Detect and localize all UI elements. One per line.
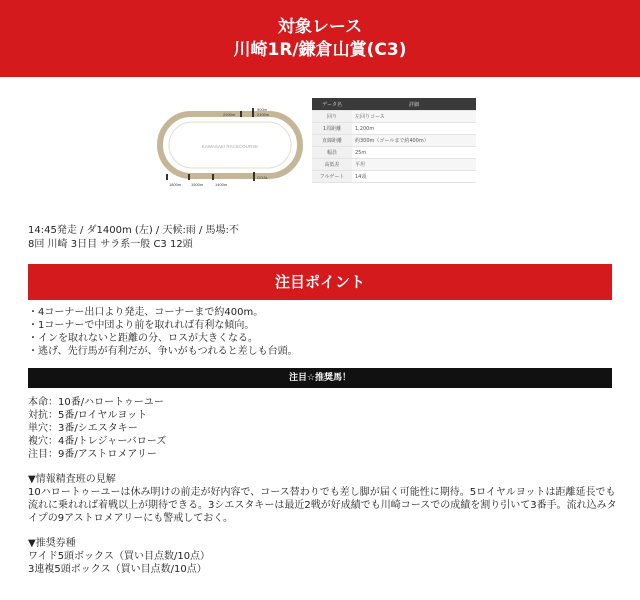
picks-list <box>28 396 640 461</box>
marker-1500-post <box>188 174 190 180</box>
table-key: 回り <box>312 111 352 123</box>
marker-1800-post <box>166 174 168 180</box>
marker-2200: 2200m <box>223 112 236 117</box>
marker-1400-post <box>212 174 214 180</box>
list-item: ・逃げ、先行馬が有利だが、争いがもつれると差しも台頭。 <box>28 346 298 357</box>
header-label: 対象レース <box>277 16 363 37</box>
race-title: 川崎1R/鎌倉山賞(C3) <box>233 39 407 60</box>
marker-1500: 1500m <box>191 182 204 187</box>
table-key: フルゲート <box>312 171 352 183</box>
marker-2100: 2100m <box>257 112 270 117</box>
marker-2200-post <box>240 111 242 117</box>
analysis-title: ▼情報精査班の見解 <box>28 474 116 485</box>
table-row <box>312 171 476 183</box>
table-value: 1,200m <box>352 123 476 135</box>
table-value: 平坦 <box>352 159 476 171</box>
table-value: 25m <box>352 147 476 159</box>
target-race-header <box>0 0 640 77</box>
list-item: 複穴：4番/トレジャーバローズ <box>28 436 167 447</box>
table-key: 1周距離 <box>312 123 352 135</box>
points-banner: 注目ポイント <box>28 264 612 300</box>
table-header-key: データ名 <box>312 98 352 111</box>
race-conditions: 14:45発走 / ダ1400m (左) / 天候:雨 / 馬場:不 <box>28 225 239 236</box>
list-item: ワイド5頭ボックス（買い目点数/10点） <box>28 551 211 562</box>
list-item: 本命：10番/ハロートゥーユー <box>28 397 164 408</box>
table-value: 14頭 <box>352 171 476 183</box>
list-item: 単穴：3番/シエスタキー <box>28 423 138 434</box>
marker-1400: 1400m <box>215 182 228 187</box>
race-meeting: 8回 川崎 3日目 サラ系一般 C3 12頭 <box>28 239 193 250</box>
list-item: 3連複5頭ボックス（買い目点数/10点） <box>28 564 207 575</box>
list-item: ・4コーナー出口より発走、コーナーまで約400m。 <box>28 307 264 318</box>
table-value: 左回りコース <box>352 111 476 123</box>
table-key: 幅員 <box>312 147 352 159</box>
marker-1800: 1800m <box>169 182 182 187</box>
points-list <box>28 306 640 358</box>
track-diagram <box>157 108 303 188</box>
table-row <box>312 123 476 135</box>
table-header-value: 詳細 <box>352 98 476 111</box>
table-row <box>312 147 476 159</box>
tickets-title: ▼推奨券種 <box>28 538 76 549</box>
table-key: 高低差 <box>312 159 352 171</box>
table-value: 約300m（ゴールまで約400m） <box>352 135 476 147</box>
table-key: 直線距離 <box>312 135 352 147</box>
table-header-row <box>312 98 476 111</box>
analysis-text: 10ハロートゥーユーは休み明けの前走が好内容で、コース替わりでも差し脚が届く可能性に期待。5ロイヤルヨットは距離延長でも流れに乗れれば着戦以上が期待できる。3シエスタキーは最近2戦が好成績でも川崎コースでの成績を割り引いて3番手。流れ込みタイプの9アストロメアリーにも警戒しておく。 <box>28 487 617 524</box>
tickets-list <box>28 550 620 576</box>
marker-900-post <box>252 108 254 117</box>
table-row <box>312 135 476 147</box>
marker-900: 900m <box>257 108 268 112</box>
table-row <box>312 111 476 123</box>
race-info <box>28 224 640 252</box>
course-info-table <box>312 98 476 183</box>
list-item: ・1コーナーで中団より前を取れれば有利な傾向。 <box>28 320 255 331</box>
list-item: 注目：9番/アストロメアリー <box>28 449 157 460</box>
table-row <box>312 159 476 171</box>
picks-banner: 注目☆推奨馬！ <box>28 368 612 388</box>
track-label: KAWASAKI RACECOURSE <box>201 144 259 149</box>
goal-post <box>253 172 255 181</box>
course-overview <box>0 98 640 218</box>
list-item: ・インを取れないと距離の分、ロスが大きくなる。 <box>28 333 258 344</box>
list-item: 対抗：5番/ロイヤルヨット <box>28 410 148 421</box>
goal-label: GOAL <box>257 175 269 180</box>
